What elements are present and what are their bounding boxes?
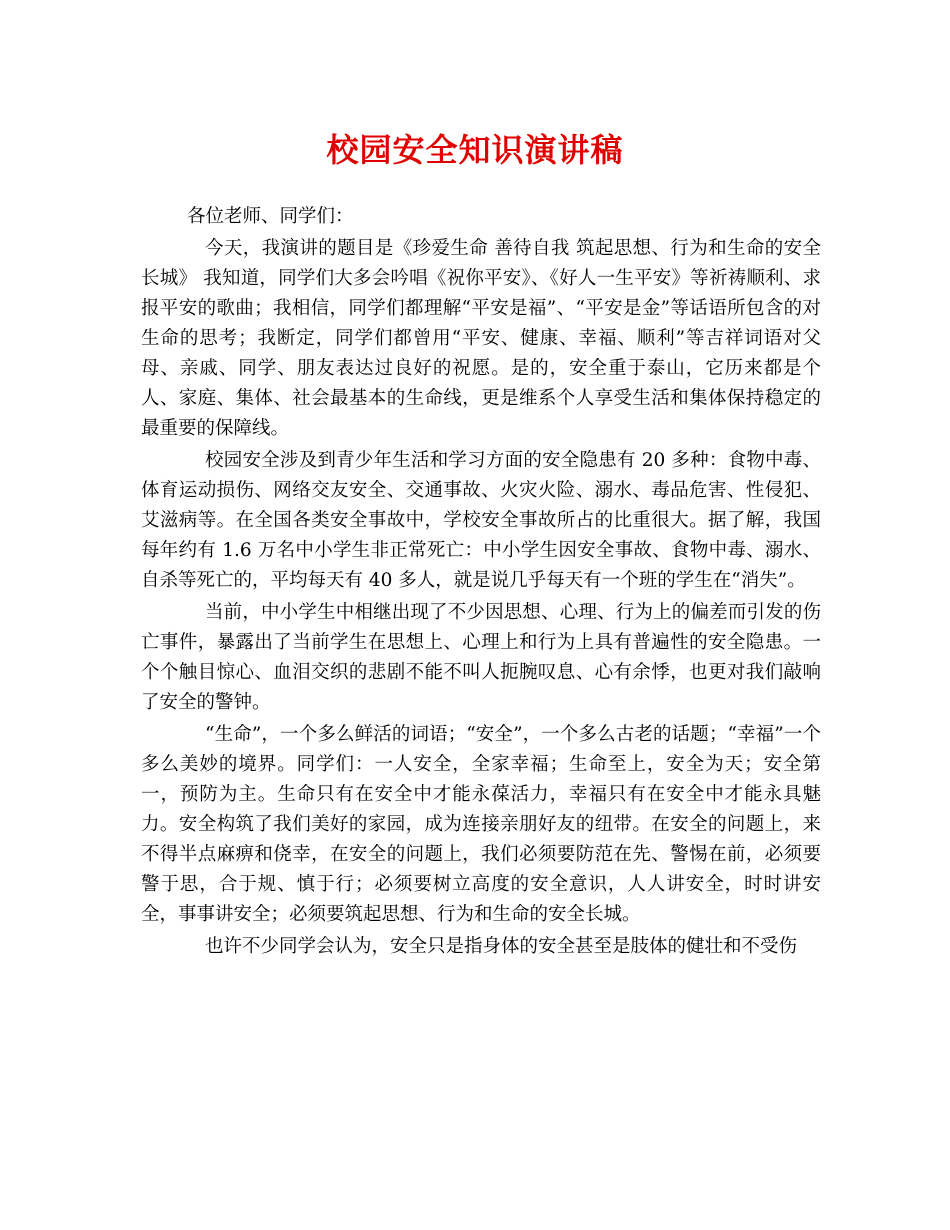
document-title: 校园安全知识演讲稿 <box>326 131 624 169</box>
paragraph: 校园安全涉及到青少年生活和学习方面的安全隐患有 20 多种：食物中毒、体育运动损伤、网络交友安全、交通事故、火灾火险、溺水、毒品危害、性侵犯、艾滋病等。在全国各类安全事故中，学校安全事故所占的比重很大。据了解，我国每年约有 1.6 万名中小学生非正常死亡：中小学生因安全事故、食物中毒、溺水、自杀等死亡的，平均每天有 40 多人，就是说几乎每天有一个班的学生在“消失”。 <box>141 450 821 591</box>
paragraph: 也许不少同学会认为，安全只是指身体的安全甚至是肢体的健壮和不受伤 <box>205 936 798 957</box>
paragraph: “生命”，一个多么鲜活的词语；“安全”，一个多么古老的话题；“幸福”一个多么美妙的境界。同学们：一人安全，全家幸福；生命至上，安全为天；安全第一，预防为主。生命只有在安全中才能永葆活力，幸福只有在安全中才能永具魅力。安全构筑了我们美好的家园，成为连接亲朋好友的纽带。在安全的问题上，来不得半点麻痹和侥幸，在安全的问题上，我们必须要防范在先、警惕在前，必须要警于思，合于规、慎于行；必须要树立高度的安全意识，人人讲安全，时时讲安全，事事讲安全；必须要筑起思想、行为和生命的安全长城。 <box>141 724 821 925</box>
greeting: 各位老师、同学们： <box>187 206 354 227</box>
paragraph: 今天，我演讲的题目是《珍爱生命 善待自我 筑起思想、行为和生命的安全长城》 我知道，同学们大多会吟唱《祝你平安》、《好人一生平安》等祈祷顺利、求报平安的歌曲；我相信，同学们都理解“平安是福”、“平安是金”等话语所包含的对生命的思考；我断定，同学们都曾用“平安、健康、幸福、顺利”等吉祥词语对父母、亲戚、同学、朋友表达过良好的祝愿。是的，安全重于泰山，它历来都是个人、家庭、集体、社会最基本的生命线，更是维系个人享受生活和集体保持稳定的最重要的保障线。 <box>141 238 821 439</box>
paragraph: 当前，中小学生中相继出现了不少因思想、心理、行为上的偏差而引发的伤亡事件，暴露出了当前学生在思想上、心理上和行为上具有普遍性的安全隐患。一个个触目惊心、血泪交织的悲剧不能不叫人扼腕叹息、心有余悸，也更对我们敲响了安全的警钟。 <box>141 602 821 713</box>
document-body <box>141 202 821 964</box>
